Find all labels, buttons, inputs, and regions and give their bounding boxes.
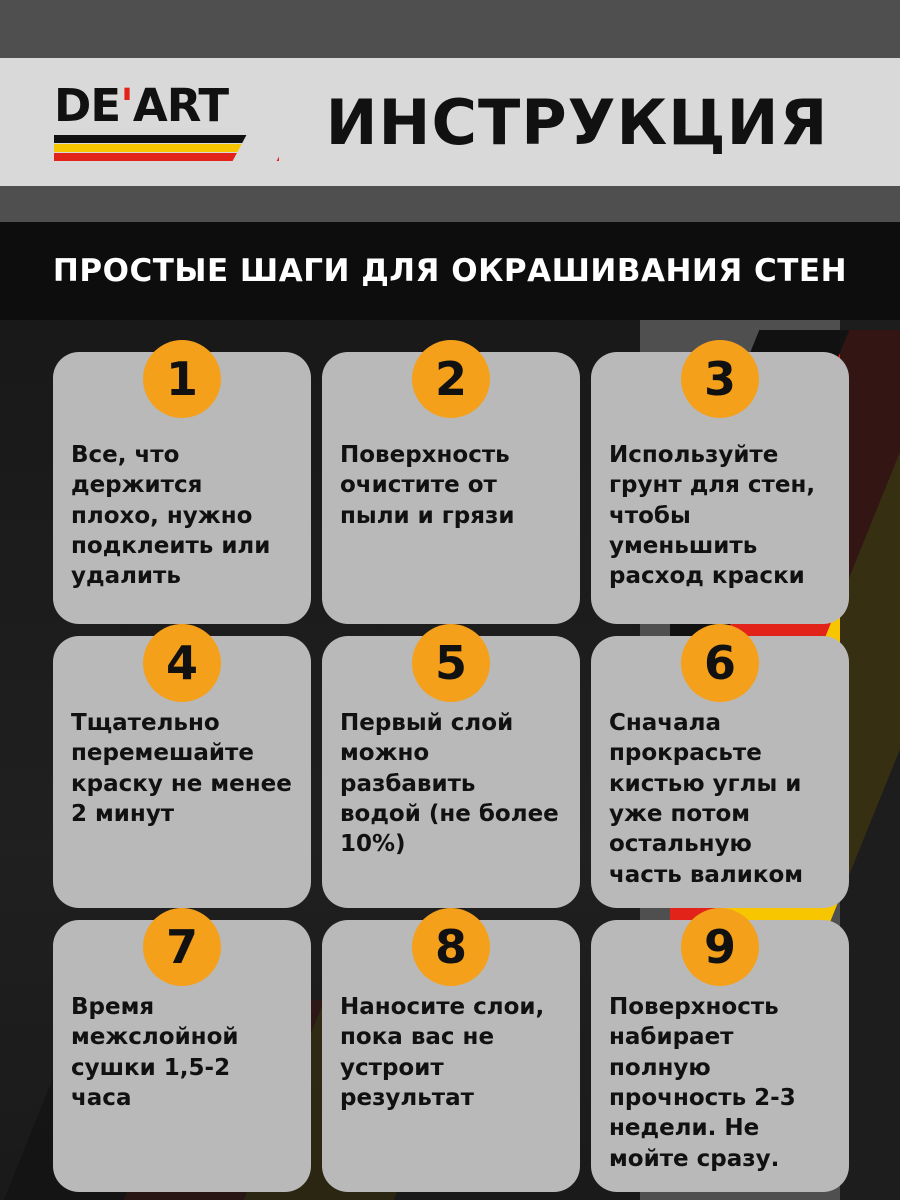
- poster-header: [0, 58, 900, 186]
- step-text: Используйте грунт для стен, чтобы уменьшить расход краски: [609, 442, 816, 590]
- step-card: [591, 352, 849, 624]
- step-card: [322, 920, 580, 1192]
- step-text: Тщательно перемешайте краску не менее 2 минут: [71, 710, 292, 828]
- brand-logo: [54, 79, 284, 161]
- step-card: [53, 636, 311, 908]
- step-card: [53, 920, 311, 1192]
- step-text: Поверхность набирает полную прочность 2-3 недели. Не мойте сразу.: [609, 994, 796, 1172]
- subtitle-text: ПРОСТЫЕ ШАГИ ДЛЯ ОКРАШИВАНИЯ СТЕН: [52, 253, 848, 289]
- brand-flag-bars-icon: [54, 135, 279, 161]
- step-number-badge: 3: [681, 340, 759, 418]
- step-card: [591, 636, 849, 908]
- subtitle-band: [0, 222, 900, 320]
- brand-apostrophe: ': [120, 79, 133, 132]
- step-card: [322, 352, 580, 624]
- steps-grid: [53, 352, 848, 1192]
- step-text: Наносите слои, пока вас не устроит результат: [340, 994, 545, 1112]
- step-card: [53, 352, 311, 624]
- brand-name-part1: DE: [54, 79, 121, 132]
- step-text: Первый слой можно разбавить водой (не более 10%): [340, 710, 559, 858]
- step-number-badge: 7: [143, 908, 221, 986]
- step-text: Поверхность очистите от пыли и грязи: [340, 442, 515, 529]
- step-number-badge: 4: [143, 624, 221, 702]
- content-overlay-right: [840, 320, 900, 1200]
- step-number-badge: 2: [412, 340, 490, 418]
- step-number-badge: 1: [143, 340, 221, 418]
- step-number-badge: 8: [412, 908, 490, 986]
- step-text: Время межслойной сушки 1,5-2 часа: [71, 994, 239, 1112]
- step-number-badge: 6: [681, 624, 759, 702]
- brand-logo-text: [54, 79, 229, 132]
- brand-name-part2: ART: [132, 79, 229, 132]
- step-number-badge: 9: [681, 908, 759, 986]
- step-card: [322, 636, 580, 908]
- page-title: ИНСТРУКЦИЯ: [325, 85, 829, 159]
- step-text: Сначала прокрасьте кистью углы и уже потом остальную часть валиком: [609, 710, 804, 888]
- step-number-badge: 5: [412, 624, 490, 702]
- step-text: Все, что держится плохо, нужно подклеить или удалить: [71, 442, 271, 590]
- step-card: [591, 920, 849, 1192]
